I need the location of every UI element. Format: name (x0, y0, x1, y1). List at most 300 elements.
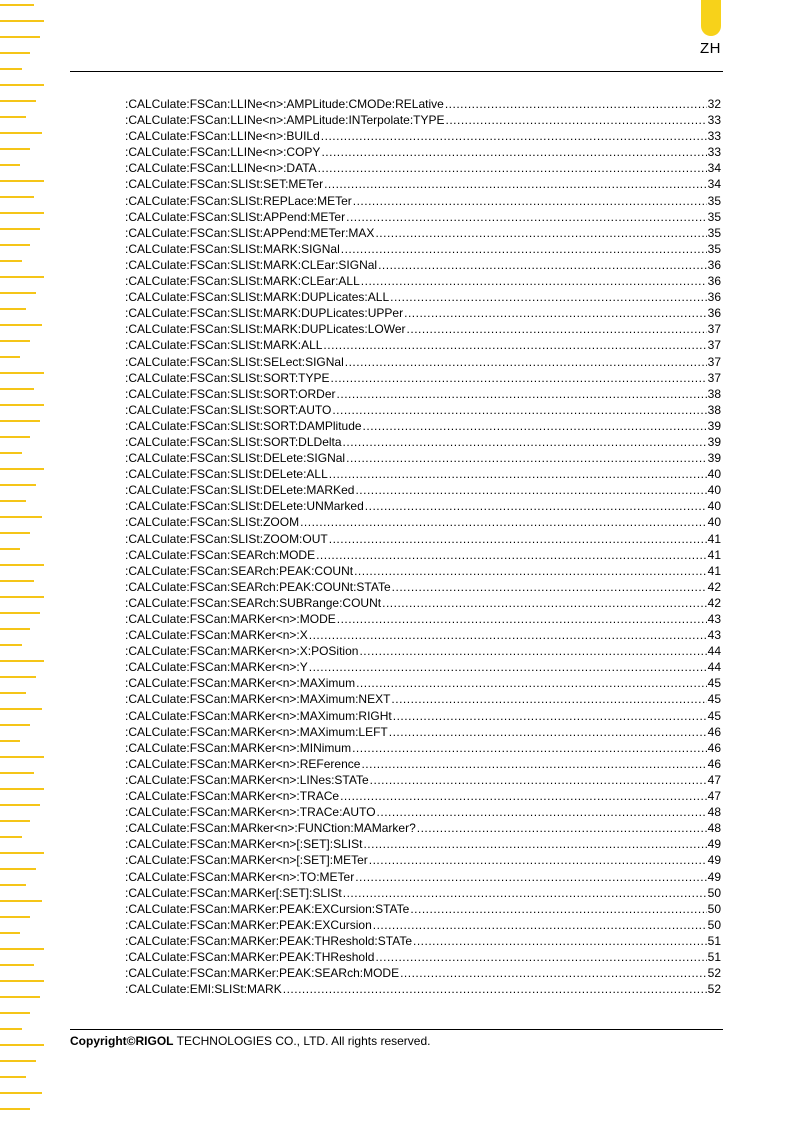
edge-dash (0, 628, 30, 630)
edge-dash (0, 68, 22, 70)
edge-dash (0, 756, 44, 758)
toc-entry-page: 35 (707, 225, 721, 240)
toc-entry-page: 35 (707, 193, 721, 208)
table-of-contents (125, 96, 721, 997)
toc-entry[interactable] (125, 740, 721, 756)
toc-leader-dots (329, 466, 707, 482)
toc-leader-dots (321, 128, 707, 144)
toc-entry-label: :CALCulate:FSCan:MARKer<n>:REFerence (125, 756, 361, 771)
edge-dash (0, 292, 36, 294)
toc-entry-page: 36 (707, 290, 721, 305)
toc-entry[interactable] (125, 305, 721, 321)
toc-leader-dots (375, 949, 706, 965)
edge-dash (0, 692, 26, 694)
toc-entry[interactable] (125, 321, 721, 337)
toc-entry-page: 44 (707, 644, 721, 659)
toc-entry-label: :CALCulate:FSCan:SEARch:PEAK:COUNt (125, 563, 354, 578)
toc-entry[interactable] (125, 241, 721, 257)
edge-dash (0, 84, 44, 86)
edge-dash (0, 772, 34, 774)
edge-dash (0, 932, 20, 934)
toc-entry-label: :CALCulate:FSCan:SLISt:DELete:SIGNal (125, 451, 346, 466)
edge-dash (0, 388, 34, 390)
toc-leader-dots (300, 514, 707, 530)
toc-entry-label: :CALCulate:FSCan:SLISt:APPend:METer (125, 209, 346, 224)
toc-entry[interactable] (125, 337, 721, 353)
toc-entry-page: 41 (707, 563, 721, 578)
edge-dash (0, 260, 22, 262)
left-edge-decoration (0, 0, 48, 1122)
toc-entry[interactable] (125, 901, 721, 917)
edge-dash (0, 308, 26, 310)
edge-dash (0, 244, 30, 246)
toc-leader-dots (316, 547, 707, 563)
edge-dash (0, 820, 30, 822)
toc-entry[interactable] (125, 257, 721, 273)
toc-entry[interactable] (125, 579, 721, 595)
toc-leader-dots (370, 772, 707, 788)
toc-leader-dots (309, 659, 707, 675)
toc-entry[interactable] (125, 450, 721, 466)
edge-dash (0, 660, 44, 662)
toc-entry[interactable] (125, 273, 721, 289)
toc-entry-page: 50 (707, 901, 721, 916)
toc-leader-dots (400, 965, 707, 981)
edge-dash (0, 36, 40, 38)
toc-leader-dots (375, 225, 706, 241)
toc-entry[interactable] (125, 643, 721, 659)
edge-dash (0, 228, 40, 230)
toc-entry[interactable] (125, 370, 721, 386)
toc-entry-label: :CALCulate:FSCan:LLINe<n>:BUILd (125, 129, 320, 144)
toc-entry-page: 45 (707, 708, 721, 723)
toc-leader-dots (445, 96, 707, 112)
toc-entry-page: 40 (707, 515, 721, 530)
toc-leader-dots (337, 611, 707, 627)
toc-entry[interactable] (125, 402, 721, 418)
toc-entry-page: 52 (707, 966, 721, 981)
toc-entry-page: 38 (707, 386, 721, 401)
toc-entry-label: :CALCulate:FSCan:MARKer<n>:LINes:STATe (125, 772, 369, 787)
edge-dash (0, 180, 44, 182)
edge-dash (0, 596, 44, 598)
toc-leader-dots (410, 901, 706, 917)
toc-entry[interactable] (125, 788, 721, 804)
toc-entry-label: :CALCulate:FSCan:SEARch:SUBRange:COUNt (125, 595, 382, 610)
toc-leader-dots (343, 885, 707, 901)
toc-leader-dots (392, 579, 707, 595)
toc-entry-label: :CALCulate:FSCan:SLISt:SORT:AUTO (125, 402, 332, 417)
toc-entry-label: :CALCulate:FSCan:SLISt:SELect:SIGNal (125, 354, 344, 369)
toc-entry[interactable] (125, 482, 721, 498)
toc-entry-label: :CALCulate:FSCan:MARKer:PEAK:THReshold:STATe (125, 933, 412, 948)
toc-entry-page: 33 (707, 145, 721, 160)
toc-leader-dots (377, 804, 707, 820)
edge-dash (0, 164, 20, 166)
toc-leader-dots (355, 482, 706, 498)
toc-entry-page: 39 (707, 451, 721, 466)
toc-entry[interactable] (125, 418, 721, 434)
toc-entry-page: 45 (707, 692, 721, 707)
edge-dash (0, 436, 30, 438)
edge-dash (0, 196, 34, 198)
toc-entry-page: 37 (707, 338, 721, 353)
toc-entry-page: 37 (707, 354, 721, 369)
toc-entry-page: 39 (707, 434, 721, 449)
edge-dash (0, 4, 34, 6)
toc-leader-dots (331, 370, 707, 386)
edge-dash (0, 148, 30, 150)
toc-entry-page: 50 (707, 917, 721, 932)
toc-entry-page: 32 (707, 97, 721, 111)
toc-entry-label: :CALCulate:FSCan:SLISt:MARK:DUPLicates:LOWer (125, 322, 406, 337)
toc-entry-page: 35 (707, 241, 721, 256)
toc-entry-page: 49 (707, 837, 721, 852)
toc-entry-label: :CALCulate:FSCan:LLINe<n>:AMPLitude:INTerpolate:TYPE (125, 113, 445, 128)
toc-entry-label: :CALCulate:FSCan:SLISt:SORT:DAMPlitude (125, 418, 362, 433)
toc-leader-dots (356, 675, 707, 691)
toc-entry[interactable] (125, 869, 721, 885)
toc-leader-dots (363, 836, 706, 852)
toc-entry-page: 38 (707, 402, 721, 417)
toc-entry[interactable] (125, 820, 721, 836)
toc-entry-page: 34 (707, 177, 721, 192)
toc-entry-label: :CALCulate:FSCan:SEARch:PEAK:COUNt:STATe (125, 579, 391, 594)
toc-entry-label: :CALCulate:FSCan:SLISt:MARK:SIGNal (125, 241, 340, 256)
footer-rule (70, 1029, 723, 1030)
toc-leader-dots (352, 740, 707, 756)
toc-entry[interactable] (125, 128, 721, 144)
edge-dash (0, 996, 40, 998)
edge-dash (0, 404, 44, 406)
toc-entry-label: :CALCulate:FSCan:SLISt:MARK:CLEar:SIGNal (125, 257, 378, 272)
toc-entry-page: 48 (707, 821, 721, 836)
toc-entry-page: 36 (707, 306, 721, 321)
toc-entry-page: 47 (707, 772, 721, 787)
toc-leader-dots (404, 305, 707, 321)
toc-entry[interactable] (125, 949, 721, 965)
toc-entry-page: 49 (707, 869, 721, 884)
toc-leader-dots (365, 498, 707, 514)
edge-dash (0, 980, 44, 982)
toc-leader-dots (417, 820, 707, 836)
toc-entry[interactable] (125, 595, 721, 611)
toc-entry-label: :CALCulate:FSCan:MARKer[:SET]:SLISt (125, 885, 342, 900)
toc-entry-page: 36 (707, 274, 721, 289)
toc-entry[interactable] (125, 756, 721, 772)
brand-name: RIGOL (135, 1034, 174, 1048)
edge-dash (0, 900, 42, 902)
edge-dash (0, 1044, 44, 1046)
toc-leader-dots (324, 176, 707, 192)
toc-entry-page: 35 (707, 209, 721, 224)
edge-dash (0, 804, 40, 806)
toc-entry[interactable] (125, 933, 721, 949)
toc-entry-label: :CALCulate:FSCan:MARKer<n>:TO:METer (125, 869, 355, 884)
toc-entry-label: :CALCulate:FSCan:SLISt:DELete:UNMarked (125, 499, 364, 514)
edge-dash (0, 276, 44, 278)
edge-dash (0, 676, 36, 678)
toc-entry-label: :CALCulate:FSCan:MARKer<n>:MAXimum (125, 676, 356, 691)
toc-entry[interactable] (125, 160, 721, 176)
toc-entry-page: 46 (707, 756, 721, 771)
edge-dash (0, 484, 36, 486)
toc-entry[interactable] (125, 708, 721, 724)
toc-leader-dots (329, 531, 707, 547)
toc-entry-label: :CALCulate:FSCan:MARKer:PEAK:THReshold (125, 949, 375, 964)
toc-entry[interactable] (125, 772, 721, 788)
toc-leader-dots (407, 321, 707, 337)
toc-entry-page: 33 (707, 113, 721, 128)
toc-entry-page: 42 (707, 579, 721, 594)
toc-leader-dots (369, 852, 707, 868)
toc-entry[interactable] (125, 691, 721, 707)
toc-entry-label: :CALCulate:FSCan:MARKer:PEAK:EXCursion:STATe (125, 901, 410, 916)
toc-entry[interactable] (125, 531, 721, 547)
edge-dash (0, 452, 22, 454)
toc-entry-page: 47 (707, 789, 721, 804)
toc-leader-dots (283, 981, 707, 997)
toc-entry-label: :CALCulate:FSCan:SLISt:SORT:ORDer (125, 386, 336, 401)
edge-dash (0, 1060, 36, 1062)
edge-dash (0, 644, 22, 646)
toc-leader-dots (389, 724, 707, 740)
toc-entry[interactable] (125, 144, 721, 160)
toc-leader-dots (346, 209, 707, 225)
edge-dash (0, 724, 30, 726)
toc-leader-dots (341, 241, 707, 257)
toc-entry-label: :CALCulate:FSCan:SLISt:MARK:CLEar:ALL (125, 274, 360, 289)
toc-leader-dots (309, 627, 707, 643)
edge-dash (0, 740, 20, 742)
edge-dash (0, 708, 42, 710)
edge-dash (0, 116, 26, 118)
toc-entry-page: 36 (707, 257, 721, 272)
toc-leader-dots (413, 933, 707, 949)
toc-entry[interactable] (125, 659, 721, 675)
toc-entry-label: :CALCulate:FSCan:SLISt:DELete:MARKed (125, 483, 355, 498)
edge-dash (0, 612, 40, 614)
toc-entry[interactable] (125, 981, 721, 997)
toc-entry-label: :CALCulate:FSCan:MARKer:PEAK:SEARch:MODE (125, 966, 400, 981)
toc-entry-label: :CALCulate:FSCan:MARKer<n>:MAXimum:NEXT (125, 692, 391, 707)
toc-entry[interactable] (125, 225, 721, 241)
edge-dash (0, 212, 44, 214)
toc-entry-page: 44 (707, 660, 721, 675)
toc-entry-label: :CALCulate:FSCan:SLISt:SET:METer (125, 177, 324, 192)
toc-entry-label: :CALCulate:FSCan:SEARch:MODE (125, 547, 316, 562)
edge-dash (0, 916, 30, 918)
toc-leader-dots (343, 434, 707, 450)
toc-entry-label: :CALCulate:FSCan:MARKer<n>[:SET]:SLISt (125, 837, 363, 852)
toc-entry-label: :CALCulate:FSCan:MARKer<n>:X:POSition (125, 644, 359, 659)
toc-entry-label: :CALCulate:FSCan:SLISt:ZOOM:OUT (125, 531, 328, 546)
toc-entry[interactable] (125, 611, 721, 627)
toc-entry-label: :CALCulate:FSCan:MARKer:PEAK:EXCursion (125, 917, 372, 932)
toc-entry-page: 46 (707, 724, 721, 739)
edge-dash (0, 788, 44, 790)
copyright-text: TECHNOLOGIES CO., LTD. All rights reserved. (173, 1034, 431, 1048)
toc-leader-dots (353, 193, 707, 209)
toc-entry[interactable] (125, 514, 721, 530)
toc-entry-label: :CALCulate:FSCan:LLINe<n>:AMPLitude:CMODe:RELative (125, 97, 444, 111)
toc-leader-dots (337, 386, 707, 402)
edge-dash (0, 356, 20, 358)
toc-entry-label: :CALCulate:FSCan:MARKer<n>:MAXimum:RIGHt (125, 708, 392, 723)
toc-entry-page: 33 (707, 129, 721, 144)
copyright-prefix: Copyright© (70, 1034, 136, 1048)
toc-entry-label: :CALCulate:FSCan:MARKer<n>[:SET]:METer (125, 853, 368, 868)
toc-entry[interactable] (125, 434, 721, 450)
toc-leader-dots (393, 708, 707, 724)
toc-entry-label: :CALCulate:FSCan:SLISt:DELete:ALL (125, 467, 328, 482)
toc-entry-page: 41 (707, 531, 721, 546)
toc-leader-dots (355, 869, 706, 885)
edge-dash (0, 564, 44, 566)
toc-entry-label: :CALCulate:FSCan:LLINe<n>:COPY (125, 145, 321, 160)
edge-dash (0, 1092, 42, 1094)
edge-dash (0, 500, 26, 502)
edge-dash (0, 516, 42, 518)
toc-entry-page: 40 (707, 499, 721, 514)
toc-entry[interactable] (125, 852, 721, 868)
toc-entry[interactable] (125, 885, 721, 901)
toc-entry-page: 41 (707, 547, 721, 562)
toc-entry-label: :CALCulate:EMI:SLISt:MARK (125, 982, 282, 997)
toc-leader-dots (378, 257, 707, 273)
edge-dash (0, 324, 42, 326)
toc-leader-dots (361, 756, 706, 772)
language-tab-marker (701, 0, 721, 36)
toc-leader-dots (391, 691, 706, 707)
toc-leader-dots (390, 289, 707, 305)
toc-entry-label: :CALCulate:FSCan:SLISt:ZOOM (125, 515, 300, 530)
toc-entry[interactable] (125, 96, 721, 112)
toc-leader-dots (345, 354, 707, 370)
toc-entry[interactable] (125, 112, 721, 128)
edge-dash (0, 20, 44, 22)
toc-leader-dots (363, 418, 707, 434)
toc-entry-page: 51 (707, 949, 721, 964)
toc-entry-page: 48 (707, 805, 721, 820)
edge-dash (0, 852, 44, 854)
language-tab-label: ZH (700, 40, 721, 57)
toc-entry-label: :CALCulate:FSCan:SLISt:REPLace:METer (125, 193, 352, 208)
edge-dash (0, 836, 22, 838)
toc-entry[interactable] (125, 289, 721, 305)
toc-entry-label: :CALCulate:FSCan:SLISt:MARK:ALL (125, 338, 323, 353)
toc-leader-dots (318, 160, 707, 176)
edge-dash (0, 420, 40, 422)
toc-entry-page: 40 (707, 467, 721, 482)
toc-entry-page: 40 (707, 483, 721, 498)
toc-leader-dots (382, 595, 707, 611)
edge-dash (0, 468, 44, 470)
toc-leader-dots (323, 337, 706, 353)
toc-entry-label: :CALCulate:FSCan:SLISt:SORT:DLDelta (125, 434, 342, 449)
edge-dash (0, 948, 44, 950)
toc-entry-page: 46 (707, 740, 721, 755)
copyright-footer (70, 1034, 430, 1048)
header-rule (70, 71, 723, 72)
toc-entry-page: 34 (707, 161, 721, 176)
toc-entry-label: :CALCulate:FSCan:SLISt:SORT:TYPE (125, 370, 330, 385)
toc-entry[interactable] (125, 498, 721, 514)
edge-dash (0, 132, 42, 134)
toc-leader-dots (373, 917, 707, 933)
edge-dash (0, 1108, 30, 1110)
edge-dash (0, 532, 30, 534)
edge-dash (0, 1012, 30, 1014)
edge-dash (0, 580, 34, 582)
toc-entry-label: :CALCulate:FSCan:MARKer<n>:MINimum (125, 740, 352, 755)
toc-entry[interactable] (125, 354, 721, 370)
toc-entry-label: :CALCulate:FSCan:SLISt:APPend:METer:MAX (125, 225, 375, 240)
toc-entry-page: 37 (707, 370, 721, 385)
toc-entry[interactable] (125, 836, 721, 852)
toc-entry-label: :CALCulate:FSCan:MARKer<n>:MAXimum:LEFT (125, 724, 388, 739)
toc-entry[interactable] (125, 547, 721, 563)
edge-dash (0, 100, 36, 102)
toc-entry[interactable] (125, 965, 721, 981)
toc-entry[interactable] (125, 675, 721, 691)
toc-entry[interactable] (125, 724, 721, 740)
toc-entry-label: :CALCulate:FSCan:MARKer<n>:MODE (125, 612, 336, 626)
edge-dash (0, 1076, 26, 1078)
toc-leader-dots (446, 112, 707, 128)
toc-entry-label: :CALCulate:FSCan:LLINe<n>:DATA (125, 161, 317, 176)
toc-entry-label: :CALCulate:FSCan:MARKer<n>:Y (125, 660, 308, 675)
toc-leader-dots (359, 643, 706, 659)
edge-dash (0, 1028, 22, 1030)
toc-entry-label: :CALCulate:FSCan:MARKer<n>:TRACe:AUTO (125, 805, 376, 820)
edge-dash (0, 964, 34, 966)
edge-dash (0, 372, 44, 374)
toc-leader-dots (332, 402, 706, 418)
toc-entry[interactable] (125, 627, 721, 643)
toc-entry[interactable] (125, 209, 721, 225)
edge-dash (0, 548, 20, 550)
toc-entry-page: 43 (707, 612, 721, 626)
toc-entry[interactable] (125, 176, 721, 192)
toc-entry[interactable] (125, 917, 721, 933)
toc-entry-label: :CALCulate:FSCan:SLISt:MARK:DUPLicates:ALL (125, 290, 390, 305)
toc-leader-dots (361, 273, 707, 289)
toc-entry-page: 43 (707, 628, 721, 643)
toc-leader-dots (346, 450, 707, 466)
toc-entry[interactable] (125, 804, 721, 820)
toc-leader-dots (321, 144, 706, 160)
edge-dash (0, 868, 36, 870)
toc-entry-page: 45 (707, 676, 721, 691)
toc-entry-label: :CALCulate:FSCan:MARKer<n>:TRACe (125, 789, 340, 804)
toc-entry-page: 49 (707, 853, 721, 868)
toc-entry-page: 52 (707, 982, 721, 997)
toc-entry-label: :CALCulate:FSCan:MARKer<n>:X (125, 628, 308, 643)
toc-entry-label: :CALCulate:FSCan:SLISt:MARK:DUPLicates:UPPer (125, 306, 404, 321)
toc-entry[interactable] (125, 193, 721, 209)
toc-entry-page: 51 (707, 933, 721, 948)
toc-entry-page: 39 (707, 418, 721, 433)
toc-entry-page: 42 (707, 595, 721, 610)
toc-entry[interactable] (125, 466, 721, 482)
edge-dash (0, 884, 26, 886)
toc-entry-page: 50 (707, 885, 721, 900)
toc-leader-dots (340, 788, 707, 804)
toc-entry[interactable] (125, 386, 721, 402)
edge-dash (0, 340, 30, 342)
toc-entry[interactable] (125, 563, 721, 579)
